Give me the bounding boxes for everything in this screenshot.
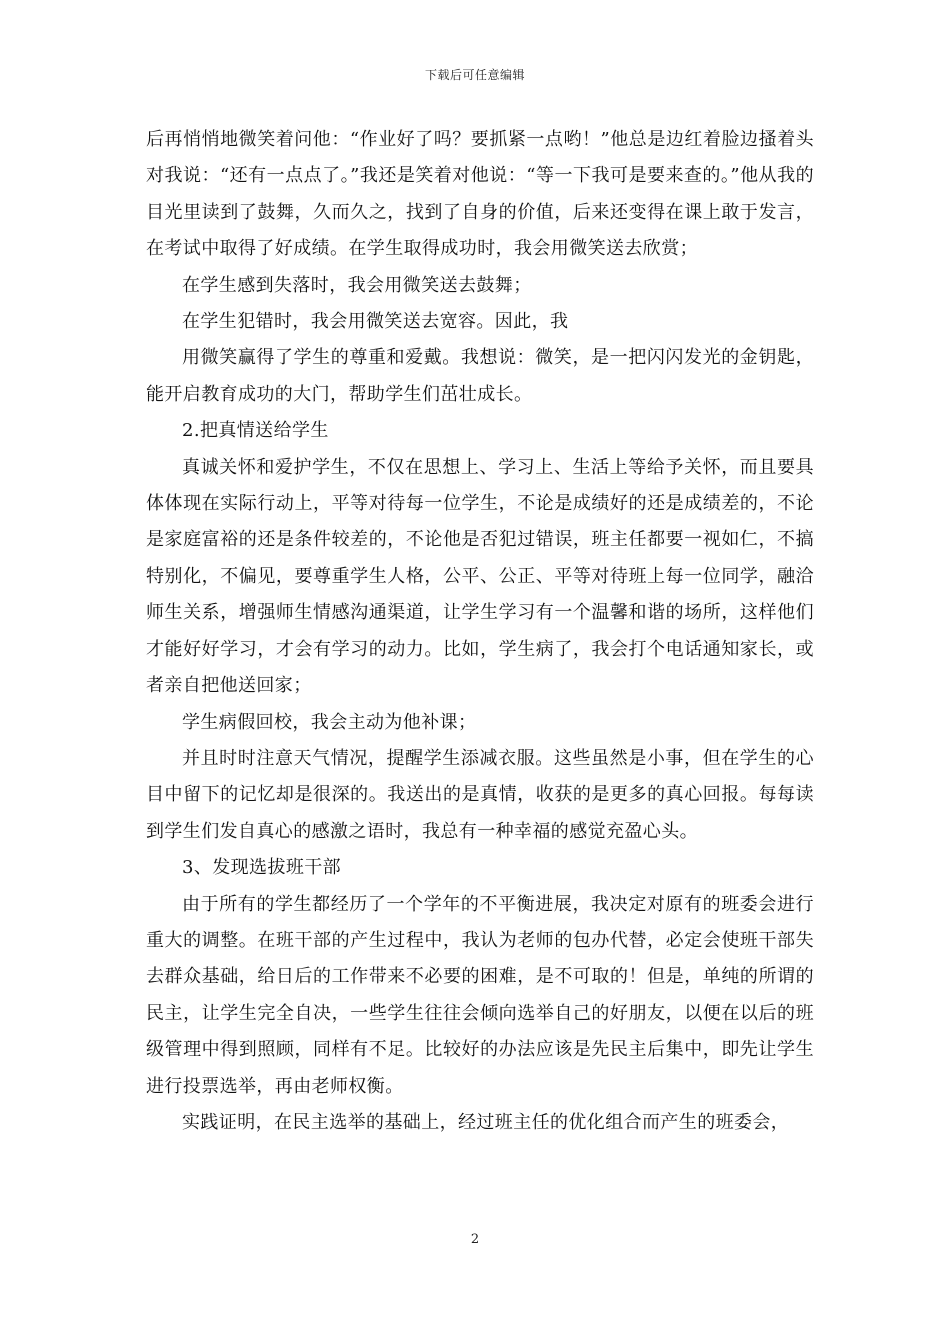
paragraph-6: 学生病假回校，我会主动为他补课； <box>182 711 477 733</box>
paragraph-4: 用微笑赢得了学生的尊重和爱戴。我想说：微笑，是一把闪闪发光的金钥匙，能开启教育成功的大门，帮助学生们茁壮成长。 <box>146 347 814 405</box>
paragraph-3: 在学生犯错时，我会用微笑送去宽容。因此，我 <box>182 311 569 333</box>
paragraph-7: 并且时时注意天气情况，提醒学生添减衣服。这些虽然是小事，但在学生的心目中留下的记忆却是很深的。我送出的是真情，收获的是更多的真心回报。每每读到学生们发自真心的感激之语时，我总有一种幸福的感觉充盈心头。 <box>146 747 814 842</box>
paragraph-2: 在学生感到失落时，我会用微笑送去鼓舞； <box>182 274 532 296</box>
paragraph-5: 真诚关怀和爱护学生，不仅在思想上、学习上、生活上等给予关怀，而且要具体体现在实际行动上，平等对待每一位学生，不论是成绩好的还是成绩差的，不论是家庭富裕的还是条件较差的，不论他是否犯过错误，班主任都要一视如仁，不搞特别化，不偏见，要尊重学生人格，公平、公正、平等对待班上每一位同学，融洽师生关系，增强师生情感沟通渠道，让学生学习有一个温馨和谐的场所，这样他们才能好好学习，才会有学习的动力。比如，学生病了，我会打个电话通知家长，或者亲自把他送回家； <box>146 456 814 697</box>
paragraph-8: 由于所有的学生都经历了一个学年的不平衡进展，我决定对原有的班委会进行重大的调整。在班干部的产生过程中，我认为老师的包办代替，必定会使班干部失去群众基础，给日后的工作带来不必要的困难，是不可取的！但是，单纯的所谓的民主，让学生完全自决，一些学生往往会倾向选举自己的好朋友，以便在以后的班级管理中得到照顾，同样有不足。比较好的办法应该是先民主后集中，即先让学生进行投票选举，再由老师权衡。 <box>146 893 814 1097</box>
page-number: 2 <box>470 1232 480 1247</box>
section-heading-3: 3、发现选拔班干部 <box>182 857 342 879</box>
paragraph-9: 实践证明，在民主选举的基础上，经过班主任的优化组合而产生的班委会， <box>182 1111 790 1133</box>
page-header: 下载后可任意编辑 <box>424 68 525 82</box>
section-heading-2: 2.把真情送给学生 <box>182 420 329 442</box>
document-body <box>146 122 814 1141</box>
paragraph-1: 后再悄悄地微笑着问他：“作业好了吗？要抓紧一点哟！”他总是边红着脸边搔着头对我说：“还有一点点了。”我还是笑着对他说：“等一下我可是要来查的。”他从我的目光里读到了鼓舞，久而久之，找到了自身的价值，后来还变得在课上敢于发言，在考试中取得了好成绩。在学生取得成功时，我会用微笑送去欣赏； <box>146 129 814 260</box>
